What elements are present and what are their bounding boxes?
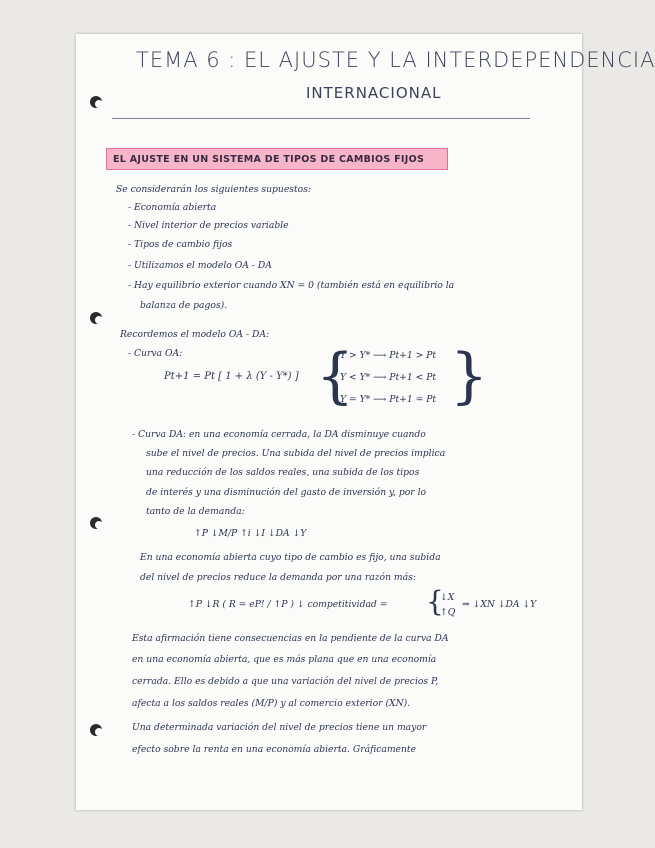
notebook-page (76, 34, 655, 810)
binder-hole (90, 724, 102, 736)
da-text: de interés y una disminución del gasto de inversión y, por lo (146, 487, 427, 498)
recall-text: Recordemos el modelo OA - DA: (120, 329, 270, 340)
da-text: una reducción de los saldos reales, una subida de los tipos (146, 467, 420, 478)
page-title-line-2: INTERNACIONAL (306, 84, 442, 102)
causal-chain: ↑P ↓M/P ↑i ↓I ↓DA ↓Y (194, 528, 307, 539)
conclusion-text: Esta afirmación tiene consecuencias en la pendiente de la curva DA (132, 633, 449, 644)
binder-hole (90, 517, 102, 529)
conclusion-text: Una determinada variación del nivel de precios tiene un mayor (132, 722, 427, 733)
da-text: sube el nivel de precios. Una subida del nivel de precios implica (146, 448, 446, 459)
page-title: TEMA 6 : EL AJUSTE Y LA INTERDEPENDENCIA (136, 48, 655, 72)
conclusion-text: efecto sobre la renta en una economía abierta. Gráficamente (132, 744, 417, 755)
conclusion-text: afecta a los saldos reales (M/P) y al comercio exterior (XN). (132, 698, 411, 709)
brace: { (426, 585, 444, 618)
right-brace: } (450, 341, 489, 411)
open-economy-text: del nivel de precios reduce la demanda por una razón más: (140, 572, 416, 583)
da-text: tanto de la demanda: (146, 506, 245, 517)
binder-hole (90, 96, 102, 108)
left-brace: { (316, 341, 355, 411)
imports-effect: ↑Q (440, 607, 456, 618)
open-economy-text: En una economía abierta cuyo tipo de cambio es fijo, una subida (140, 552, 441, 563)
assumption-item: balanza de pagos). (140, 300, 228, 311)
oa-case: Y = Y* ⟶ Pt+1 = Pt (340, 394, 437, 405)
intro-text: Se considerarán los siguientes supuestos: (116, 184, 312, 195)
assumption-item: - Utilizamos el modelo OA - DA (128, 260, 272, 271)
competitiveness-chain: ↑P ↓R ( R = eP! / ↑P ) ↓ competitividad = (188, 599, 388, 610)
title-underline (112, 118, 530, 119)
competitiveness-result: ⇒ ↓XN ↓DA ↓Y (462, 599, 537, 610)
oa-formula: Pt+1 = Pt [ 1 + λ (Y - Y*) ] (164, 371, 299, 382)
binder-hole (90, 312, 102, 324)
conclusion-text: en una economía abierta, que es más plana que en una economía (132, 654, 437, 665)
da-text: - Curva DA: en una economía cerrada, la DA disminuye cuando (132, 429, 426, 440)
conclusion-text: cerrada. Ello es debido a que una variación del nivel de precios P, (132, 676, 439, 687)
assumption-item: - Nivel interior de precios variable (128, 220, 289, 231)
oa-label: - Curva OA: (128, 348, 183, 359)
section-heading: EL AJUSTE EN UN SISTEMA DE TIPOS DE CAMBIOS FIJOS (106, 148, 448, 170)
oa-case: Y < Y* ⟶ Pt+1 < Pt (340, 372, 437, 383)
assumption-item: - Tipos de cambio fijos (128, 239, 233, 250)
assumption-item: - Economía abierta (128, 202, 217, 213)
oa-case: Y > Y* ⟶ Pt+1 > Pt (340, 350, 437, 361)
exports-effect: ↓X (440, 592, 455, 603)
assumption-item: - Hay equilibrio exterior cuando XN = 0 (también está en equilibrio la (128, 280, 455, 291)
